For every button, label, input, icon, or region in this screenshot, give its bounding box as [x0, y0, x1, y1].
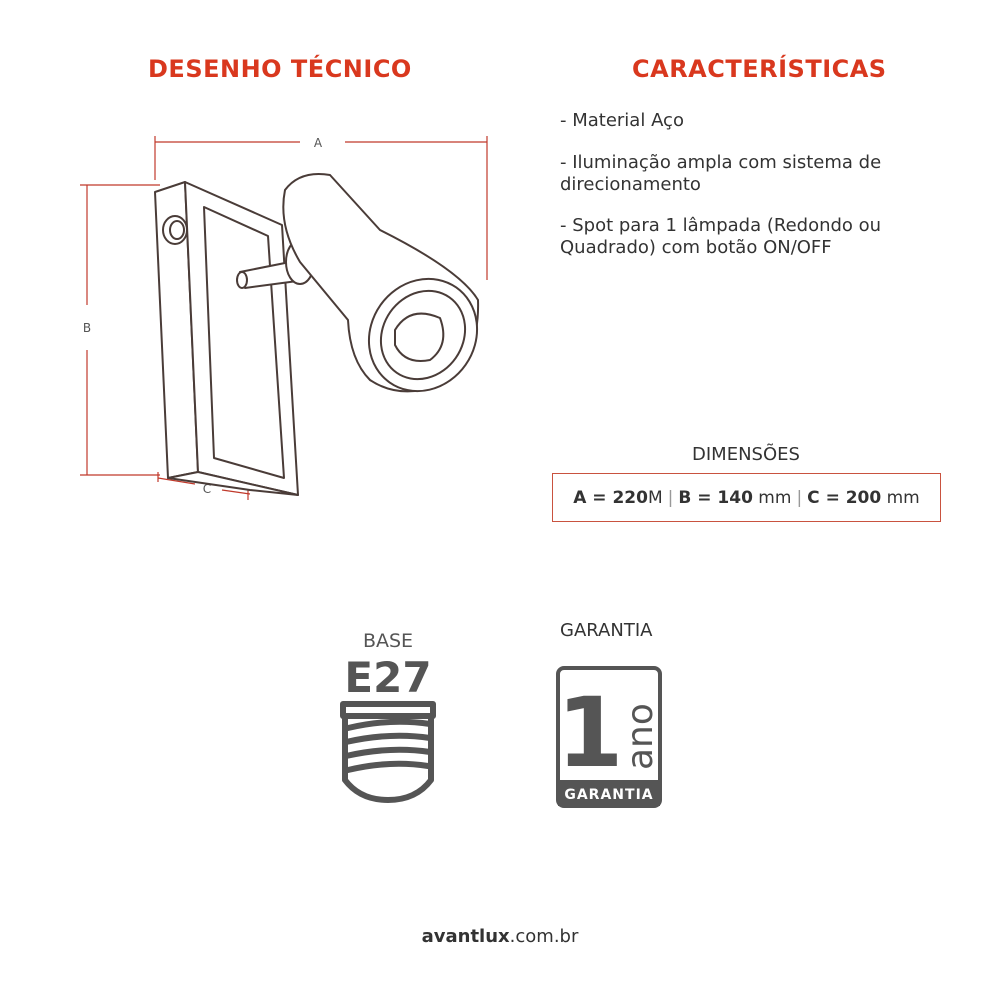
feature-item: - Material Aço	[560, 110, 684, 131]
dimension-a-label: A	[313, 136, 323, 150]
domain-suffix: .com.br	[509, 926, 579, 947]
dimension-a-value: A = 220	[573, 487, 648, 508]
dimension-c-unit: mm	[881, 487, 920, 508]
brand-name: avantlux	[421, 926, 510, 947]
warranty-badge-label: GARANTIA	[564, 787, 654, 803]
website-link[interactable]	[0, 926, 1000, 947]
feature-item: - Spot para 1 lâmpada (Redondo ou Quadrado) com botão ON/OFF	[560, 215, 882, 258]
warranty-title: GARANTIA	[560, 620, 653, 641]
dimension-b-value: B = 140	[678, 487, 753, 508]
warranty-unit: ano	[620, 703, 661, 770]
dimension-c-value: C = 200	[807, 487, 882, 508]
dimension-b-label: B	[82, 321, 92, 335]
dimension-b-unit: mm	[752, 487, 792, 508]
dimensions-title: DIMENSÕES	[692, 444, 800, 465]
dimension-c-label: C	[202, 482, 212, 496]
warranty-number: 1	[556, 677, 624, 789]
drawing-section-title: DESENHO TÉCNICO	[148, 55, 412, 83]
dimension-a-unit: M	[647, 487, 663, 508]
separator: |	[796, 487, 803, 508]
feature-item: - Iluminação ampla com sistema de direcionamento	[560, 152, 882, 195]
features-section-title: CARACTERÍSTICAS	[632, 55, 887, 83]
base-label: BASE	[362, 630, 414, 652]
separator: |	[667, 487, 674, 508]
base-type: E27	[344, 653, 432, 702]
